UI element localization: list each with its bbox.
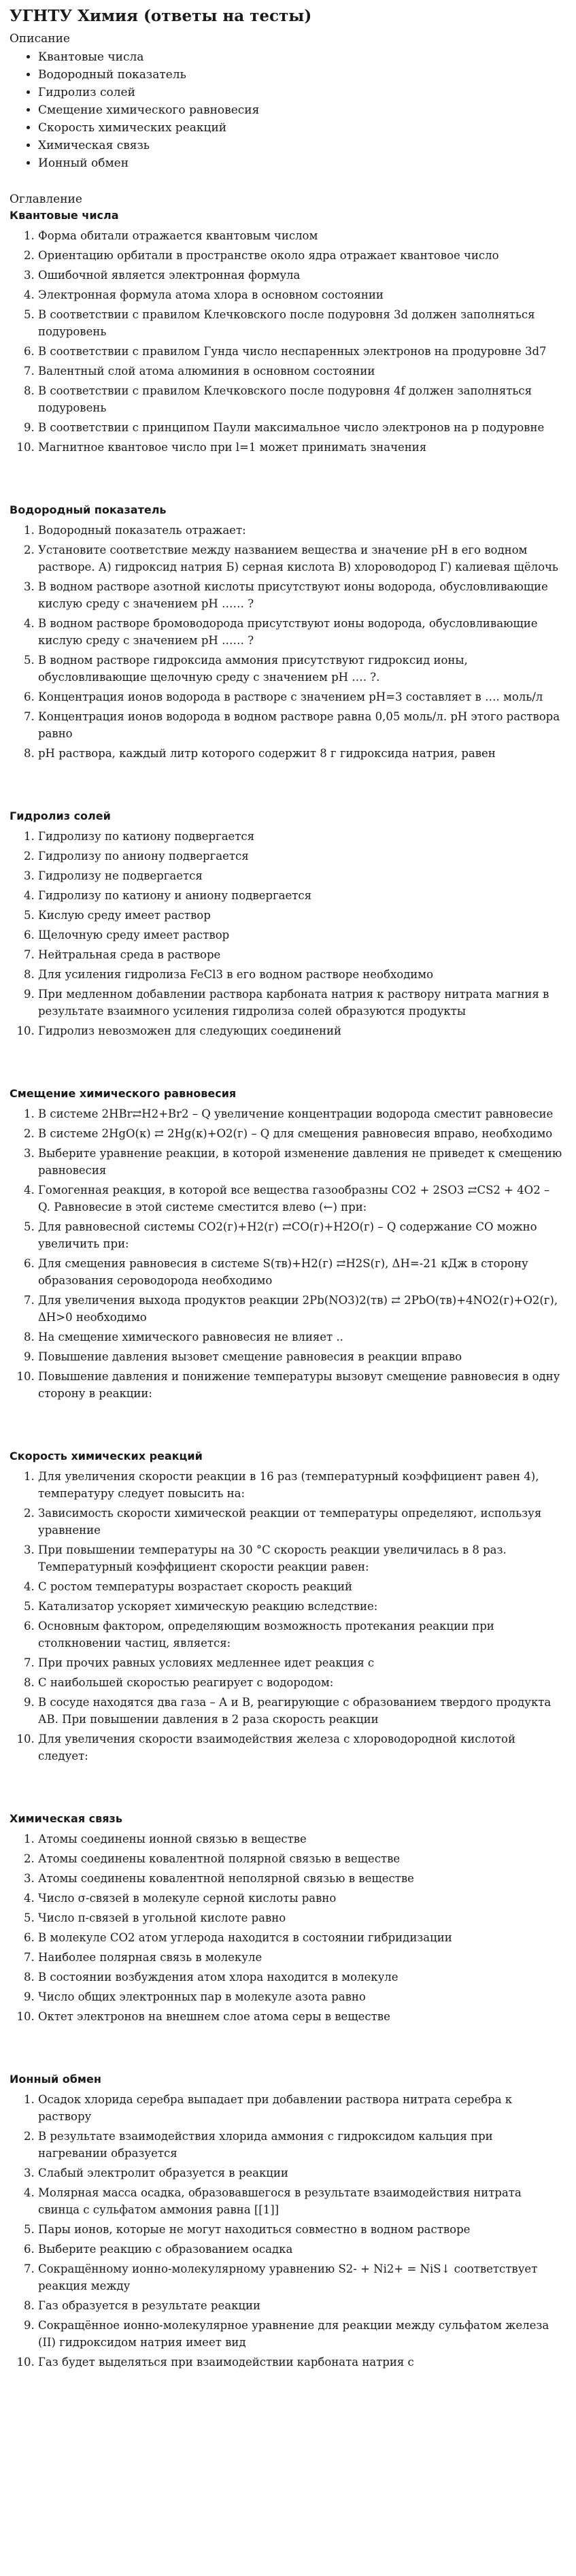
question-item[interactable]: 3. В водном растворе азотной кислоты присутствуют ионы водорода, обусловливающие кислую среду с значением pH …… ? [38,578,566,612]
toc-item-equilibrium[interactable]: • Смещение химического равновесия [38,101,566,119]
question-item[interactable]: 6. Для смещения равновесия в системе S(тв)+H2(г) ⇄H2S(г), ΔH=-21 кДж в сторону образования сероводорода необходимо [38,1255,566,1289]
question-item[interactable]: 4. С ростом температуры возрастает скорость реакций [38,1578,566,1595]
question-list [10,1830,566,2025]
question-item[interactable]: 4. Гомогенная реакция, в которой все вещества газообразны CO2 + 2SO3 ⇄CS2 + 4O2 – Q. Равновесие в этой системе сместится влево (←) при: [38,1182,566,1216]
toc-item-chemical-bond[interactable]: • Химическая связь [38,137,566,154]
section-spacer [10,1042,566,1084]
section-heading: Химическая связь [10,1812,122,1825]
question-item[interactable]: 6. Щелочную среду имеет раствор [38,926,566,943]
section-heading: Квантовые числа [10,209,119,222]
question-list [10,2091,566,2371]
section-heading: Ионный обмен [10,2073,101,2086]
question-item[interactable]: 6. В соответствии с правилом Гунда число неспаренных электронов на продуровне 3d7 [38,343,566,360]
section-spacer [10,458,566,501]
question-item[interactable]: 1. Для увеличения скорости реакции в 16 раз (температурный коэффициент равен 4), температуру следует повысить на: [38,1468,566,1502]
question-item[interactable]: 6. В молекуле CO2 атом углерода находится в состоянии гибридизации [38,1929,566,1946]
question-item[interactable]: 9. Сокращённое ионно-молекулярное уравнение для реакции между сульфатом железа (II) гидроксидом натрия имеет вид [38,2317,566,2351]
question-item[interactable]: 4. Число σ-связей в молекуле серной кислоты равно [38,1890,566,1907]
question-item[interactable]: 3. Атомы соединены ковалентной неполярной связью в веществе [38,1870,566,1887]
question-item[interactable]: 1. В системе 2HBr⇄H2+Br2 – Q увеличение концентрации водорода сместит равновесие [38,1105,566,1122]
question-item[interactable]: 5. В соответствии с правилом Клечковского после подуровня 3d должен заполняться подуровень [38,306,566,340]
question-item[interactable]: 1. Осадок хлорида серебра выпадает при добавлении раствора нитрата серебра к раствору [38,2091,566,2125]
question-item[interactable]: 7. Концентрация ионов водорода в водном растворе равна 0,05 моль/л. pH этого раствора равно [38,708,566,742]
question-item[interactable]: 5. Кислую среду имеет раствор [38,907,566,924]
question-item[interactable]: 8. С наибольшей скоростью реагирует с водородом: [38,1674,566,1691]
question-item[interactable]: 9. Число общих электронных пар в молекуле азота равно [38,1988,566,2005]
toc-item-hydrolysis[interactable]: • Гидролиз солей [38,84,566,101]
section-heading: Гидролиз солей [10,809,111,822]
question-item[interactable]: 3. Выберите уравнение реакции, в которой изменение давления не приведет к смещению равновесия [38,1145,566,1179]
toc-item-reaction-rate[interactable]: • Скорость химических реакций [38,119,566,137]
question-item[interactable]: 8. рН раствора, каждый литр которого содержит 8 г гидроксида натрия, равен [38,745,566,762]
question-item[interactable]: 1. Гидролизу по катиону подвергается [38,828,566,845]
question-item[interactable]: 10. Октет электронов на внешнем слое атома серы в веществе [38,2008,566,2025]
question-list [10,227,566,456]
question-item[interactable]: 10. Для увеличения скорости взаимодействия железа с хлороводородной кислотой следует: [38,1730,566,1764]
question-item[interactable]: 1. Атомы соединены ионной связью в веществе [38,1830,566,1847]
question-item[interactable]: 7. Для увеличения выхода продуктов реакции 2Pb(NO3)2(тв) ⇄ 2PbO(тв)+4NO2(г)+O2(г), ΔH>0 необходимо [38,1292,566,1326]
question-item[interactable]: 2. Установите соответствие между названием вещества и значение pH в его водном растворе. А) гидроксид натрия Б) серная кислота В) хлороводород Г) калиевая щёлочь [38,541,566,575]
question-item[interactable]: 10. Газ будет выделяться при взаимодействии карбоната натрия с [38,2354,566,2371]
question-item[interactable]: 3. При повышении температуры на 30 °С скорость реакции увеличилась в 8 раз. Температурный коэффициент скорости реакции равен: [38,1541,566,1575]
question-section [10,1812,566,2025]
toc-item-quantum-numbers[interactable]: • Квантовые числа [38,48,566,66]
question-item[interactable]: 9. При медленном добавлении раствора карбоната натрия к раствору нитрата магния в результате взаимного усиления гидролиза солей образуются продукты [38,986,566,1020]
question-item[interactable]: 4. В водном растворе бромоводорода присутствуют ионы водорода, обусловливающие кислую среду с значением pH …… ? [38,615,566,649]
question-item[interactable]: 8. Для усиления гидролиза FeCl3 в его водном растворе необходимо [38,966,566,983]
question-item[interactable]: 10. Гидролиз невозможен для следующих соединений [38,1022,566,1039]
question-item[interactable]: 10. Повышение давления и понижение температуры вызовут смещение равновесия в одну сторону в реакции: [38,1368,566,1402]
question-item[interactable]: 7. Наиболее полярная связь в молекуле [38,1949,566,1966]
question-section [10,1450,566,1764]
question-item[interactable]: 8. В состоянии возбуждения атом хлора находится в молекуле [38,1969,566,1986]
question-item[interactable]: 10. Магнитное квантовое число при l=1 может принимать значения [38,439,566,456]
question-item[interactable]: 3. Ошибочной является электронная формула [38,267,566,284]
question-item[interactable]: 7. При прочих равных условиях медленнее идет реакция с [38,1654,566,1671]
question-list [10,1105,566,1402]
page-title: УГНТУ Химия (ответы на тесты) [10,7,312,25]
section-spacer [10,765,566,807]
question-section [10,209,566,456]
question-item[interactable]: 4. Молярная масса осадка, образовавшегося в результате взаимодействия нитрата свинца с сульфатом аммония равна [[1]] [38,2184,566,2218]
section-spacer [10,2028,566,2070]
question-item[interactable]: 3. Слабый электролит образуется в реакции [38,2164,566,2181]
question-item[interactable]: 2. Гидролизу по аниону подвергается [38,848,566,865]
question-item[interactable]: 5. Для равновесной системы CO2(г)+H2(г) ⇄CO(г)+H2O(г) – Q содержание CO можно увеличить при: [38,1218,566,1252]
question-item[interactable]: 4. Гидролизу по катиону и аниону подвергается [38,887,566,904]
question-item[interactable]: 8. В соответствии с правилом Клечковского после подуровня 4f должен заполняться подуровень [38,382,566,416]
question-item[interactable]: 8. На смещение химического равновесия не влияет .. [38,1328,566,1345]
question-item[interactable]: 9. В сосуде находятся два газа – А и В, реагирующие с образованием твердого продукта АВ. При повышении давления в 2 раза скорость реакции [38,1694,566,1728]
question-item[interactable]: 2. Ориентацию орбитали в пространстве около ядра отражает квантовое число [38,247,566,264]
question-item[interactable]: 1. Форма обитали отражается квантовым числом [38,227,566,244]
section-spacer [10,1767,566,1809]
question-item[interactable]: 2. Атомы соединены ковалентной полярной связью в веществе [38,1850,566,1867]
question-section [10,503,566,762]
toc-item-ph[interactable]: • Водородный показатель [38,66,566,84]
question-item[interactable]: 9. В соответствии с принципом Паули максимальное число электронов на р подуровне [38,419,566,436]
question-item[interactable]: 2. В системе 2HgO(к) ⇄ 2Hg(к)+O2(г) – Q для смещения равновесия вправо, необходимо [38,1125,566,1142]
question-item[interactable]: 3. Гидролизу не подвергается [38,867,566,884]
section-heading: Смещение химического равновесия [10,1087,237,1100]
question-item[interactable]: 6. Концентрация ионов водорода в растворе с значением pH=3 составляет в …. моль/л [38,688,566,705]
question-list [10,522,566,762]
question-item[interactable]: 6. Выберите реакцию с образованием осадка [38,2241,566,2258]
question-item[interactable]: 2. В результате взаимодействия хлорида аммония с гидроксидом кальция при нагревании образуется [38,2128,566,2162]
question-item[interactable]: 9. Повышение давления вызовет смещение равновесия в реакции вправо [38,1348,566,1365]
question-item[interactable]: 4. Электронная формула атома хлора в основном состоянии [38,286,566,303]
question-item[interactable]: 5. Число π-связей в угольной кислоте равно [38,1909,566,1926]
question-list [10,828,566,1039]
question-item[interactable]: 5. В водном растворе гидроксида аммония присутствуют гидроксид ионы, обусловливающие щелочную среду с значением pH …. ?. [38,652,566,686]
question-item[interactable]: 7. Нейтральная среда в растворе [38,946,566,963]
toc-item-ion-exchange[interactable]: • Ионный обмен [38,154,566,172]
question-item[interactable]: 7. Валентный слой атома алюминия в основном состоянии [38,363,566,380]
toc-list [10,48,566,172]
sections-container [10,209,566,2371]
section-spacer [10,1405,566,1447]
question-item[interactable]: 7. Сокращённому ионно-молекулярному уравнению S2- + Ni2+ = NiS↓ соответствует реакция между [38,2260,566,2294]
section-heading: Скорость химических реакций [10,1450,203,1462]
question-list [10,1468,566,1764]
question-section [10,1087,566,1402]
question-item[interactable]: 8. Газ образуется в результате реакции [38,2297,566,2314]
question-item[interactable]: 6. Основным фактором, определяющим возможность протекания реакции при столкновении частиц, является: [38,1618,566,1652]
question-item[interactable]: 1. Водородный показатель отражает: [38,522,566,539]
question-item[interactable]: 5. Катализатор ускоряет химическую реакцию вследствие: [38,1598,566,1615]
question-item[interactable]: 5. Пары ионов, которые не могут находиться совместно в водном растворе [38,2221,566,2238]
question-section [10,2073,566,2371]
outline-label: Оглавление [10,193,82,206]
toc-heading: Описание [10,32,70,46]
question-section [10,809,566,1039]
question-item[interactable]: 2. Зависимость скорости химической реакции от температуры определяют, используя уравнение [38,1505,566,1539]
section-heading: Водородный показатель [10,503,167,516]
